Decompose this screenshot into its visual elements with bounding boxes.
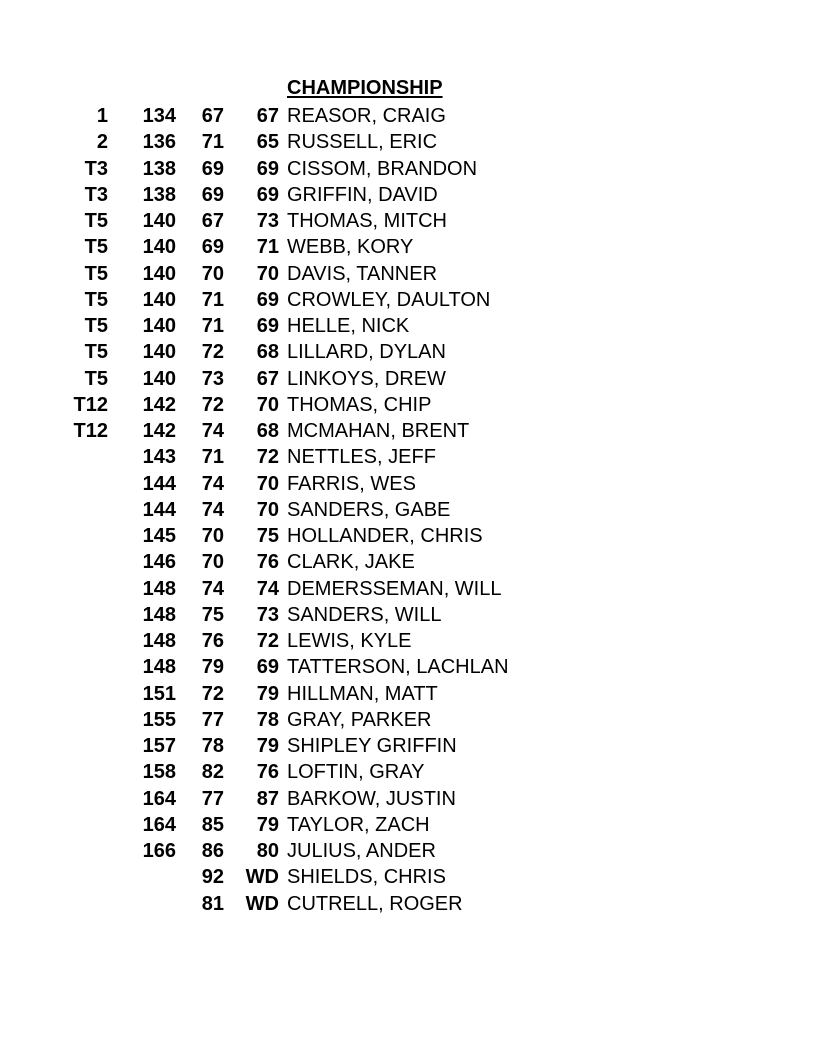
total-score: 157 (142, 735, 176, 757)
result-row (0, 471, 816, 497)
round-1-score: 69 (201, 157, 224, 180)
round-2-score: 69 (256, 183, 279, 206)
round-2-score: 73 (256, 210, 279, 232)
finish-position: T5 (84, 262, 108, 285)
total-score: 146 (142, 551, 176, 574)
round-2-score: 70 (256, 262, 279, 285)
round-1-score: 77 (201, 708, 224, 731)
total-score: 144 (142, 498, 176, 521)
result-row (0, 287, 816, 313)
result-row (0, 602, 816, 628)
result-row (0, 864, 816, 890)
finish-position: T3 (84, 183, 108, 206)
result-row (0, 759, 816, 785)
result-row (0, 182, 816, 208)
round-2-score: 72 (256, 446, 279, 469)
round-2-score: 74 (256, 577, 279, 600)
player-name: THOMAS, CHIP (287, 393, 432, 416)
player-name: CROWLEY, DAULTON (287, 288, 491, 311)
result-row (0, 313, 816, 339)
round-2-score: 80 (256, 840, 279, 862)
round-2-score: 79 (256, 813, 279, 836)
total-score: 143 (142, 446, 176, 469)
total-score: 166 (142, 840, 176, 862)
finish-position: T5 (84, 236, 108, 259)
finish-position: T5 (84, 315, 108, 337)
player-name: SHIPLEY GRIFFIN (287, 735, 457, 757)
player-name: CLARK, JAKE (287, 551, 415, 574)
round-1-score: 76 (201, 630, 224, 652)
total-score: 148 (142, 656, 176, 679)
result-row (0, 812, 816, 838)
total-score: 140 (142, 341, 176, 364)
player-name: TAYLOR, ZACH (287, 813, 430, 836)
round-2-score: 71 (256, 236, 279, 259)
round-1-score: 74 (201, 420, 224, 442)
player-name: CISSOM, BRANDON (287, 157, 478, 180)
page-title: CHAMPIONSHIP (287, 77, 443, 99)
round-1-score: 74 (201, 577, 224, 600)
round-2-score: 65 (256, 131, 279, 154)
total-score: 140 (142, 236, 176, 259)
round-1-score: 73 (201, 367, 224, 390)
result-row (0, 733, 816, 759)
round-1-score: 70 (201, 262, 224, 285)
total-score: 140 (142, 315, 176, 337)
total-score: 148 (142, 603, 176, 626)
round-2-score: WD (245, 892, 279, 915)
player-name: WEBB, KORY (287, 236, 414, 259)
player-name: GRIFFIN, DAVID (287, 183, 438, 206)
player-name: HELLE, NICK (287, 315, 410, 337)
result-row (0, 838, 816, 864)
player-name: THOMAS, MITCH (287, 210, 447, 232)
results-table (0, 103, 816, 917)
round-1-score: 78 (201, 735, 224, 757)
total-score: 144 (142, 472, 176, 495)
total-score: 164 (142, 787, 176, 810)
total-score: 151 (142, 682, 176, 705)
total-score: 145 (142, 525, 176, 547)
round-2-score: 78 (256, 708, 279, 731)
total-score: 148 (142, 577, 176, 600)
round-2-score: 69 (256, 157, 279, 180)
round-1-score: 79 (201, 656, 224, 679)
result-row (0, 891, 816, 917)
player-name: SHIELDS, CHRIS (287, 866, 446, 889)
round-1-score: 67 (201, 105, 224, 127)
player-name: DEMERSSEMAN, WILL (287, 577, 502, 600)
player-name: MCMAHAN, BRENT (287, 420, 470, 442)
result-row (0, 654, 816, 680)
player-name: LILLARD, DYLAN (287, 341, 446, 364)
player-name: GRAY, PARKER (287, 708, 432, 731)
round-1-score: 70 (201, 551, 224, 574)
total-score: 155 (142, 708, 176, 731)
result-row (0, 549, 816, 575)
player-name: FARRIS, WES (287, 472, 416, 495)
round-1-score: 69 (201, 236, 224, 259)
round-1-score: 71 (201, 288, 224, 311)
total-score: 140 (142, 288, 176, 311)
total-score: 140 (142, 367, 176, 390)
round-1-score: 86 (201, 840, 224, 862)
player-name: DAVIS, TANNER (287, 262, 438, 285)
round-1-score: 70 (201, 525, 224, 547)
player-name: REASOR, CRAIG (287, 105, 446, 127)
round-2-score: 69 (256, 656, 279, 679)
round-1-score: 77 (201, 787, 224, 810)
round-2-score: WD (245, 866, 279, 889)
player-name: CUTRELL, ROGER (287, 892, 463, 915)
finish-position: T5 (84, 288, 108, 311)
round-1-score: 74 (201, 472, 224, 495)
player-name: LINKOYS, DREW (287, 367, 446, 390)
round-1-score: 74 (201, 498, 224, 521)
result-row (0, 628, 816, 654)
round-1-score: 72 (201, 393, 224, 416)
round-1-score: 71 (201, 446, 224, 469)
round-2-score: 75 (256, 525, 279, 547)
result-row (0, 261, 816, 287)
result-row (0, 103, 816, 129)
player-name: LOFTIN, GRAY (287, 761, 425, 784)
player-name: RUSSELL, ERIC (287, 131, 438, 154)
player-name: NETTLES, JEFF (287, 446, 436, 469)
player-name: HILLMAN, MATT (287, 682, 438, 705)
finish-position: T5 (84, 210, 108, 232)
round-1-score: 71 (201, 131, 224, 154)
total-score: 142 (142, 393, 176, 416)
round-1-score: 92 (201, 866, 224, 889)
finish-position: T5 (84, 367, 108, 390)
result-row (0, 497, 816, 523)
total-score: 148 (142, 630, 176, 652)
player-name: BARKOW, JUSTIN (287, 787, 456, 810)
finish-position: T12 (73, 420, 108, 442)
round-1-score: 71 (201, 315, 224, 337)
round-2-score: 76 (256, 551, 279, 574)
finish-position: T5 (84, 341, 108, 364)
round-2-score: 69 (256, 315, 279, 337)
finish-position: 1 (96, 105, 108, 127)
player-name: LEWIS, KYLE (287, 630, 412, 652)
result-row (0, 786, 816, 812)
round-2-score: 68 (256, 341, 279, 364)
player-name: JULIUS, ANDER (287, 840, 436, 862)
round-2-score: 79 (256, 682, 279, 705)
round-1-score: 67 (201, 210, 224, 232)
result-row (0, 523, 816, 549)
player-name: TATTERSON, LACHLAN (287, 656, 509, 679)
round-1-score: 81 (201, 892, 224, 915)
result-row (0, 339, 816, 365)
result-row (0, 392, 816, 418)
result-row (0, 707, 816, 733)
round-2-score: 70 (256, 393, 279, 416)
result-row (0, 418, 816, 444)
finish-position: T3 (84, 157, 108, 180)
round-2-score: 70 (256, 498, 279, 521)
result-row (0, 366, 816, 392)
total-score: 164 (142, 813, 176, 836)
round-1-score: 69 (201, 183, 224, 206)
result-row (0, 681, 816, 707)
player-name: HOLLANDER, CHRIS (287, 525, 483, 547)
result-row (0, 129, 816, 155)
finish-position: T12 (73, 393, 108, 416)
round-2-score: 67 (256, 105, 279, 127)
player-name: SANDERS, WILL (287, 603, 442, 626)
round-2-score: 70 (256, 472, 279, 495)
round-1-score: 72 (201, 341, 224, 364)
result-row (0, 234, 816, 260)
round-2-score: 87 (256, 787, 279, 810)
total-score: 140 (142, 210, 176, 232)
round-2-score: 68 (256, 420, 279, 442)
round-1-score: 82 (201, 761, 224, 784)
total-score: 138 (142, 157, 176, 180)
round-1-score: 85 (201, 813, 224, 836)
player-name: SANDERS, GABE (287, 498, 451, 521)
result-row (0, 156, 816, 182)
total-score: 136 (142, 131, 176, 154)
round-2-score: 79 (256, 735, 279, 757)
total-score: 134 (142, 105, 176, 127)
total-score: 138 (142, 183, 176, 206)
round-1-score: 72 (201, 682, 224, 705)
result-row (0, 208, 816, 234)
result-row (0, 444, 816, 470)
round-2-score: 72 (256, 630, 279, 652)
total-score: 140 (142, 262, 176, 285)
total-score: 158 (142, 761, 176, 784)
finish-position: 2 (96, 131, 108, 154)
round-2-score: 76 (256, 761, 279, 784)
round-2-score: 67 (256, 367, 279, 390)
total-score: 142 (142, 420, 176, 442)
result-row (0, 576, 816, 602)
round-2-score: 69 (256, 288, 279, 311)
round-1-score: 75 (201, 603, 224, 626)
round-2-score: 73 (256, 603, 279, 626)
